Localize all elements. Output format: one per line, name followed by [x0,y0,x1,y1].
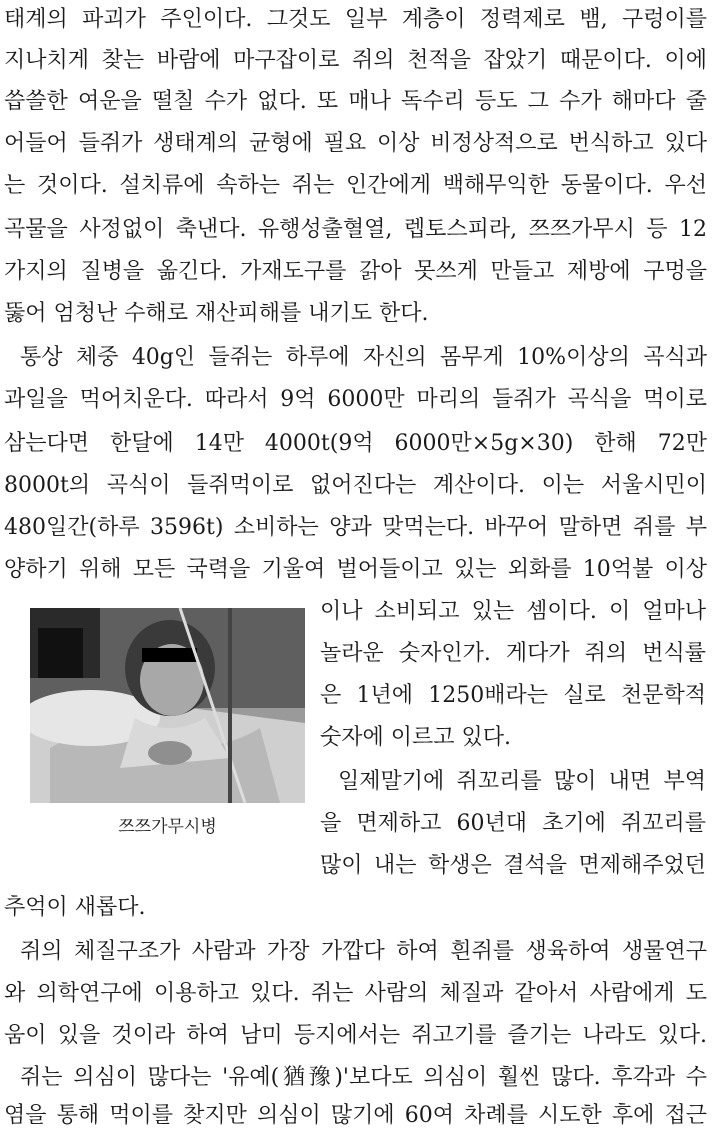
body-line: 과일을 먹어치운다. 따라서 9억 6000만 마리의 들쥐가 곡식을 먹이로 [4,387,707,412]
body-line: 쥐의 체질구조가 사람과 가장 가깝다 하여 흰쥐를 생육하여 생물연구 [20,939,707,964]
body-line: 염을 통해 먹이를 찾지만 의심이 많기에 60여 차례를 시도한 후에 접근 [4,1103,707,1128]
body-line: 많이 내는 학생은 결석을 면제해주었던 [320,853,706,878]
body-line: 는 것이다. 설치류에 속하는 쥐는 인간에게 백해무익한 동물이다. 우선 [4,173,707,198]
body-line: 지나치게 찾는 바람에 마구잡이로 쥐의 천적을 잡았기 때문이다. 이에 [4,48,707,73]
body-line: 통상 체중 40g인 들쥐는 하루에 자신의 몸무게 10%이상의 곡식과 [20,345,707,370]
patient-photo-image [30,608,305,803]
body-line: 놀라운 숫자인가. 게다가 쥐의 번식률 [320,641,706,666]
body-line: 와 의학연구에 이용하고 있다. 쥐는 사람의 체질과 같아서 사람에게 도 [4,981,707,1006]
body-line: 가지의 질병을 옮긴다. 가재도구를 갉아 못쓰게 만들고 제방에 구멍을 [4,259,707,284]
body-line: 뚫어 엄청난 수해로 재산피해를 내기도 한다. [4,301,429,326]
body-line: 일제말기에 쥐꼬리를 많이 내면 부역 [338,769,706,794]
body-line: 곡물을 사정없이 축낸다. 유행성출혈열, 렙토스피라, 쯔쯔가무시 등 12 [4,217,707,242]
body-line: 숫자에 이르고 있다. [320,725,511,750]
body-line: 480일간(하루 3596t) 소비하는 양과 맞먹는다. 바꾸어 말하면 쥐를 부 [4,515,707,540]
body-line: 어들어 들쥐가 생태계의 균형에 필요 이상 비정상적으로 번식하고 있다 [4,131,707,156]
body-line: 양하기 위해 모든 국력을 기울여 벌어들이고 있는 외화를 10억불 이상 [4,557,707,582]
body-line: 추억이 새롭다. [4,895,146,920]
body-line: 태계의 파괴가 주인이다. 그것도 일부 계층이 정력제로 뱀, 구렁이를 [4,7,707,32]
body-line: 이나 소비되고 있는 셈이다. 이 얼마나 [320,599,706,624]
figure-caption: 쯔쯔가무시병 [118,817,217,837]
body-line: 을 면제하고 60년대 초기에 쥐꼬리를 [320,811,706,836]
body-line: 움이 있을 것이라 하여 남미 등지에서는 쥐고기를 즐기는 나라도 있다. [4,1023,707,1048]
body-line: 8000t의 곡식이 들쥐먹이로 없어진다는 계산이다. 이는 서울시민이 [4,473,707,498]
body-line: 삼는다면 한달에 14만 4000t(9억 6000만×5g×30) 한해 72만 [4,431,707,456]
patient-photo [30,608,305,803]
body-line: 쥐는 의심이 많다는 '유예(猶豫)'보다도 의심이 훨씬 많다. 후각과 수 [20,1065,707,1090]
body-line: 은 1년에 1250배라는 실로 천문학적 [320,683,706,708]
body-line: 씁쓸한 여운을 떨칠 수가 없다. 또 매나 독수리 등도 그 수가 해마다 줄 [4,89,707,114]
